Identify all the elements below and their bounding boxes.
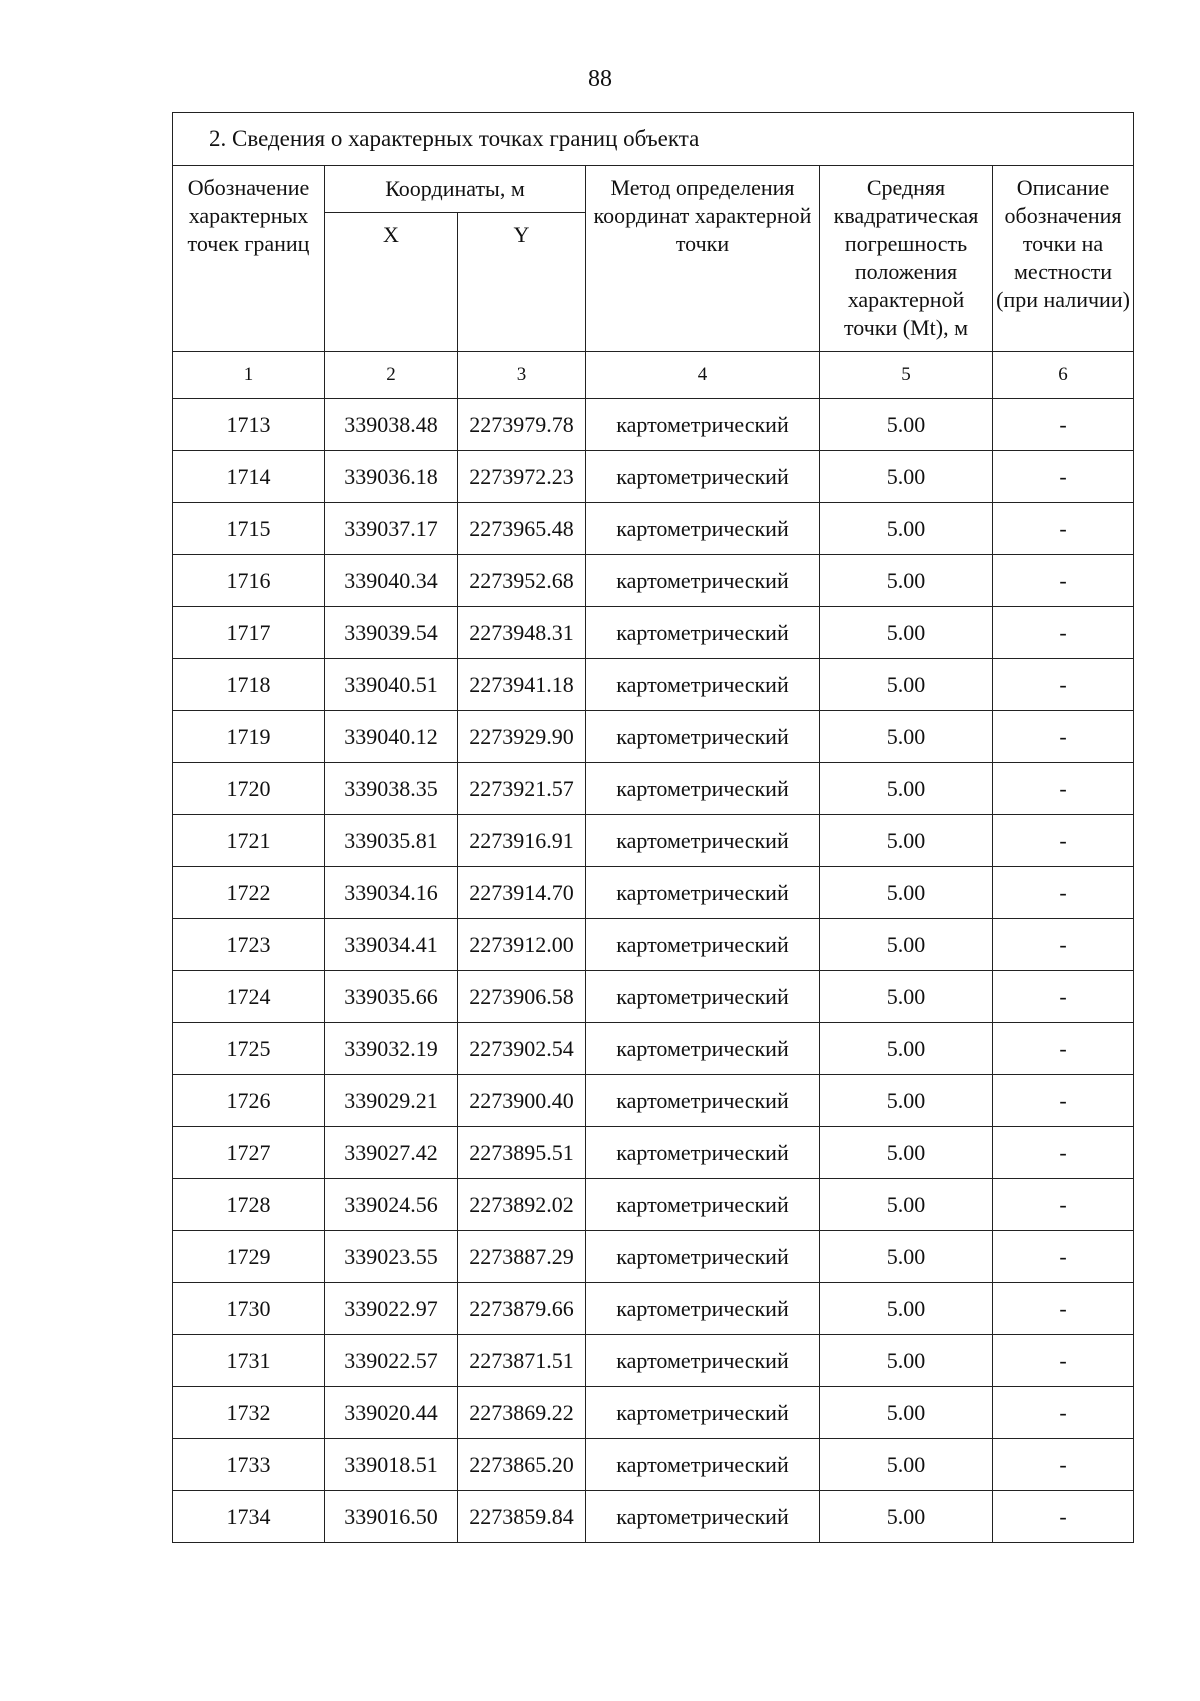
- coord-y-cell: 2273941.18: [458, 659, 586, 711]
- point-id-cell: 1734: [173, 1491, 325, 1543]
- column-number: 4: [586, 352, 820, 399]
- coord-y-cell: 2273871.51: [458, 1335, 586, 1387]
- coord-y-cell: 2273892.02: [458, 1179, 586, 1231]
- coord-x-cell: 339040.51: [325, 659, 458, 711]
- description-cell: -: [993, 503, 1134, 555]
- coord-y-cell: 2273952.68: [458, 555, 586, 607]
- description-cell: -: [993, 451, 1134, 503]
- point-id-cell: 1717: [173, 607, 325, 659]
- column-number: 3: [458, 352, 586, 399]
- error-cell: 5.00: [820, 763, 993, 815]
- point-id-cell: 1722: [173, 867, 325, 919]
- point-id-cell: 1724: [173, 971, 325, 1023]
- table-row: [173, 711, 1134, 763]
- coord-x-cell: 339034.41: [325, 919, 458, 971]
- description-cell: -: [993, 919, 1134, 971]
- coord-x-cell: 339022.57: [325, 1335, 458, 1387]
- coord-x-cell: 339032.19: [325, 1023, 458, 1075]
- coord-x-cell: 339022.97: [325, 1283, 458, 1335]
- point-id-cell: 1733: [173, 1439, 325, 1491]
- description-cell: -: [993, 1439, 1134, 1491]
- error-cell: 5.00: [820, 503, 993, 555]
- coord-y-cell: 2273972.23: [458, 451, 586, 503]
- description-cell: -: [993, 659, 1134, 711]
- error-cell: 5.00: [820, 1387, 993, 1439]
- description-cell: -: [993, 399, 1134, 451]
- error-cell: 5.00: [820, 607, 993, 659]
- table-row: [173, 1439, 1134, 1491]
- header-coordinates: Координаты, м: [325, 166, 586, 213]
- error-cell: 5.00: [820, 711, 993, 763]
- column-number: 1: [173, 352, 325, 399]
- method-cell: картометрический: [586, 1491, 820, 1543]
- method-cell: картометрический: [586, 399, 820, 451]
- table-row: [173, 1387, 1134, 1439]
- coord-y-cell: 2273900.40: [458, 1075, 586, 1127]
- table-row: [173, 1179, 1134, 1231]
- description-cell: -: [993, 1179, 1134, 1231]
- error-cell: 5.00: [820, 1231, 993, 1283]
- coord-y-cell: 2273912.00: [458, 919, 586, 971]
- table-row: [173, 555, 1134, 607]
- method-cell: картометрический: [586, 451, 820, 503]
- description-cell: -: [993, 763, 1134, 815]
- coord-y-cell: 2273887.29: [458, 1231, 586, 1283]
- table-row: [173, 919, 1134, 971]
- description-cell: -: [993, 1075, 1134, 1127]
- method-cell: картометрический: [586, 763, 820, 815]
- coord-x-cell: 339023.55: [325, 1231, 458, 1283]
- coord-y-cell: 2273895.51: [458, 1127, 586, 1179]
- error-cell: 5.00: [820, 399, 993, 451]
- method-cell: картометрический: [586, 659, 820, 711]
- description-cell: -: [993, 971, 1134, 1023]
- column-number: 2: [325, 352, 458, 399]
- error-cell: 5.00: [820, 867, 993, 919]
- method-cell: картометрический: [586, 607, 820, 659]
- header-description: Описание обозначения точки на местности (при наличии): [993, 166, 1134, 352]
- point-id-cell: 1720: [173, 763, 325, 815]
- error-cell: 5.00: [820, 1075, 993, 1127]
- point-id-cell: 1730: [173, 1283, 325, 1335]
- error-cell: 5.00: [820, 1491, 993, 1543]
- coord-x-cell: 339035.81: [325, 815, 458, 867]
- table-row: [173, 1231, 1134, 1283]
- column-number: 5: [820, 352, 993, 399]
- method-cell: картометрический: [586, 1283, 820, 1335]
- coord-x-cell: 339039.54: [325, 607, 458, 659]
- coord-y-cell: 2273902.54: [458, 1023, 586, 1075]
- point-id-cell: 1718: [173, 659, 325, 711]
- coord-y-cell: 2273859.84: [458, 1491, 586, 1543]
- table-row: [173, 1335, 1134, 1387]
- method-cell: картометрический: [586, 1179, 820, 1231]
- page-number: 88: [588, 66, 612, 92]
- coord-x-cell: 339034.16: [325, 867, 458, 919]
- coord-x-cell: 339016.50: [325, 1491, 458, 1543]
- point-id-cell: 1727: [173, 1127, 325, 1179]
- coord-x-cell: 339037.17: [325, 503, 458, 555]
- description-cell: -: [993, 1127, 1134, 1179]
- method-cell: картометрический: [586, 1387, 820, 1439]
- coord-x-cell: 339029.21: [325, 1075, 458, 1127]
- description-cell: -: [993, 1335, 1134, 1387]
- coord-x-cell: 339020.44: [325, 1387, 458, 1439]
- point-id-cell: 1723: [173, 919, 325, 971]
- coord-y-cell: 2273865.20: [458, 1439, 586, 1491]
- header-row: [173, 166, 1134, 213]
- section-title: 2. Сведения о характерных точках границ объекта: [173, 113, 1134, 166]
- method-cell: картометрический: [586, 1439, 820, 1491]
- description-cell: -: [993, 1283, 1134, 1335]
- error-cell: 5.00: [820, 815, 993, 867]
- method-cell: картометрический: [586, 1023, 820, 1075]
- table-row: [173, 1127, 1134, 1179]
- table-row: [173, 763, 1134, 815]
- method-cell: картометрический: [586, 1127, 820, 1179]
- coord-x-cell: 339038.35: [325, 763, 458, 815]
- table-row: [173, 451, 1134, 503]
- table-row: [173, 1283, 1134, 1335]
- coord-y-cell: 2273921.57: [458, 763, 586, 815]
- coord-x-cell: 339040.34: [325, 555, 458, 607]
- point-id-cell: 1713: [173, 399, 325, 451]
- point-id-cell: 1715: [173, 503, 325, 555]
- method-cell: картометрический: [586, 815, 820, 867]
- method-cell: картометрический: [586, 1231, 820, 1283]
- error-cell: 5.00: [820, 1127, 993, 1179]
- error-cell: 5.00: [820, 971, 993, 1023]
- coord-y-cell: 2273965.48: [458, 503, 586, 555]
- method-cell: картометрический: [586, 971, 820, 1023]
- header-error: Средняя квадратическая погрешность положения характерной точки (Mt), м: [820, 166, 993, 352]
- boundary-points-table: [172, 112, 1134, 1543]
- error-cell: 5.00: [820, 1335, 993, 1387]
- coord-x-cell: 339036.18: [325, 451, 458, 503]
- coord-x-cell: 339038.48: [325, 399, 458, 451]
- method-cell: картометрический: [586, 555, 820, 607]
- description-cell: -: [993, 607, 1134, 659]
- error-cell: 5.00: [820, 451, 993, 503]
- description-cell: -: [993, 711, 1134, 763]
- point-id-cell: 1732: [173, 1387, 325, 1439]
- description-cell: -: [993, 1491, 1134, 1543]
- table-row: [173, 867, 1134, 919]
- coord-y-cell: 2273929.90: [458, 711, 586, 763]
- error-cell: 5.00: [820, 1179, 993, 1231]
- coord-x-cell: 339040.12: [325, 711, 458, 763]
- coord-y-cell: 2273879.66: [458, 1283, 586, 1335]
- description-cell: -: [993, 555, 1134, 607]
- coord-x-cell: 339027.42: [325, 1127, 458, 1179]
- table-row: [173, 1075, 1134, 1127]
- point-id-cell: 1725: [173, 1023, 325, 1075]
- table-row: [173, 607, 1134, 659]
- method-cell: картометрический: [586, 867, 820, 919]
- table-row: [173, 503, 1134, 555]
- header-designation: Обозначение характерных точек границ: [173, 166, 325, 352]
- section-title-row: [173, 113, 1134, 166]
- point-id-cell: 1714: [173, 451, 325, 503]
- coord-y-cell: 2273948.31: [458, 607, 586, 659]
- description-cell: -: [993, 1387, 1134, 1439]
- coord-y-cell: 2273906.58: [458, 971, 586, 1023]
- method-cell: картометрический: [586, 503, 820, 555]
- table-row: [173, 971, 1134, 1023]
- point-id-cell: 1721: [173, 815, 325, 867]
- coord-x-cell: 339024.56: [325, 1179, 458, 1231]
- description-cell: -: [993, 1023, 1134, 1075]
- point-id-cell: 1729: [173, 1231, 325, 1283]
- description-cell: -: [993, 815, 1134, 867]
- point-id-cell: 1716: [173, 555, 325, 607]
- coord-x-cell: 339035.66: [325, 971, 458, 1023]
- method-cell: картометрический: [586, 919, 820, 971]
- error-cell: 5.00: [820, 1283, 993, 1335]
- header-y: Y: [458, 213, 586, 352]
- column-number: 6: [993, 352, 1134, 399]
- method-cell: картометрический: [586, 1075, 820, 1127]
- point-id-cell: 1726: [173, 1075, 325, 1127]
- error-cell: 5.00: [820, 1023, 993, 1075]
- table-row: [173, 1491, 1134, 1543]
- error-cell: 5.00: [820, 919, 993, 971]
- coord-y-cell: 2273914.70: [458, 867, 586, 919]
- method-cell: картометрический: [586, 1335, 820, 1387]
- method-cell: картометрический: [586, 711, 820, 763]
- point-id-cell: 1728: [173, 1179, 325, 1231]
- description-cell: -: [993, 1231, 1134, 1283]
- error-cell: 5.00: [820, 555, 993, 607]
- coord-x-cell: 339018.51: [325, 1439, 458, 1491]
- coord-y-cell: 2273869.22: [458, 1387, 586, 1439]
- coord-y-cell: 2273916.91: [458, 815, 586, 867]
- table-row: [173, 399, 1134, 451]
- table-row: [173, 659, 1134, 711]
- column-number-row: [173, 352, 1134, 399]
- point-id-cell: 1731: [173, 1335, 325, 1387]
- table-row: [173, 1023, 1134, 1075]
- header-x: X: [325, 213, 458, 352]
- header-method: Метод определения координат характерной точки: [586, 166, 820, 352]
- error-cell: 5.00: [820, 659, 993, 711]
- table-row: [173, 815, 1134, 867]
- point-id-cell: 1719: [173, 711, 325, 763]
- error-cell: 5.00: [820, 1439, 993, 1491]
- description-cell: -: [993, 867, 1134, 919]
- coord-y-cell: 2273979.78: [458, 399, 586, 451]
